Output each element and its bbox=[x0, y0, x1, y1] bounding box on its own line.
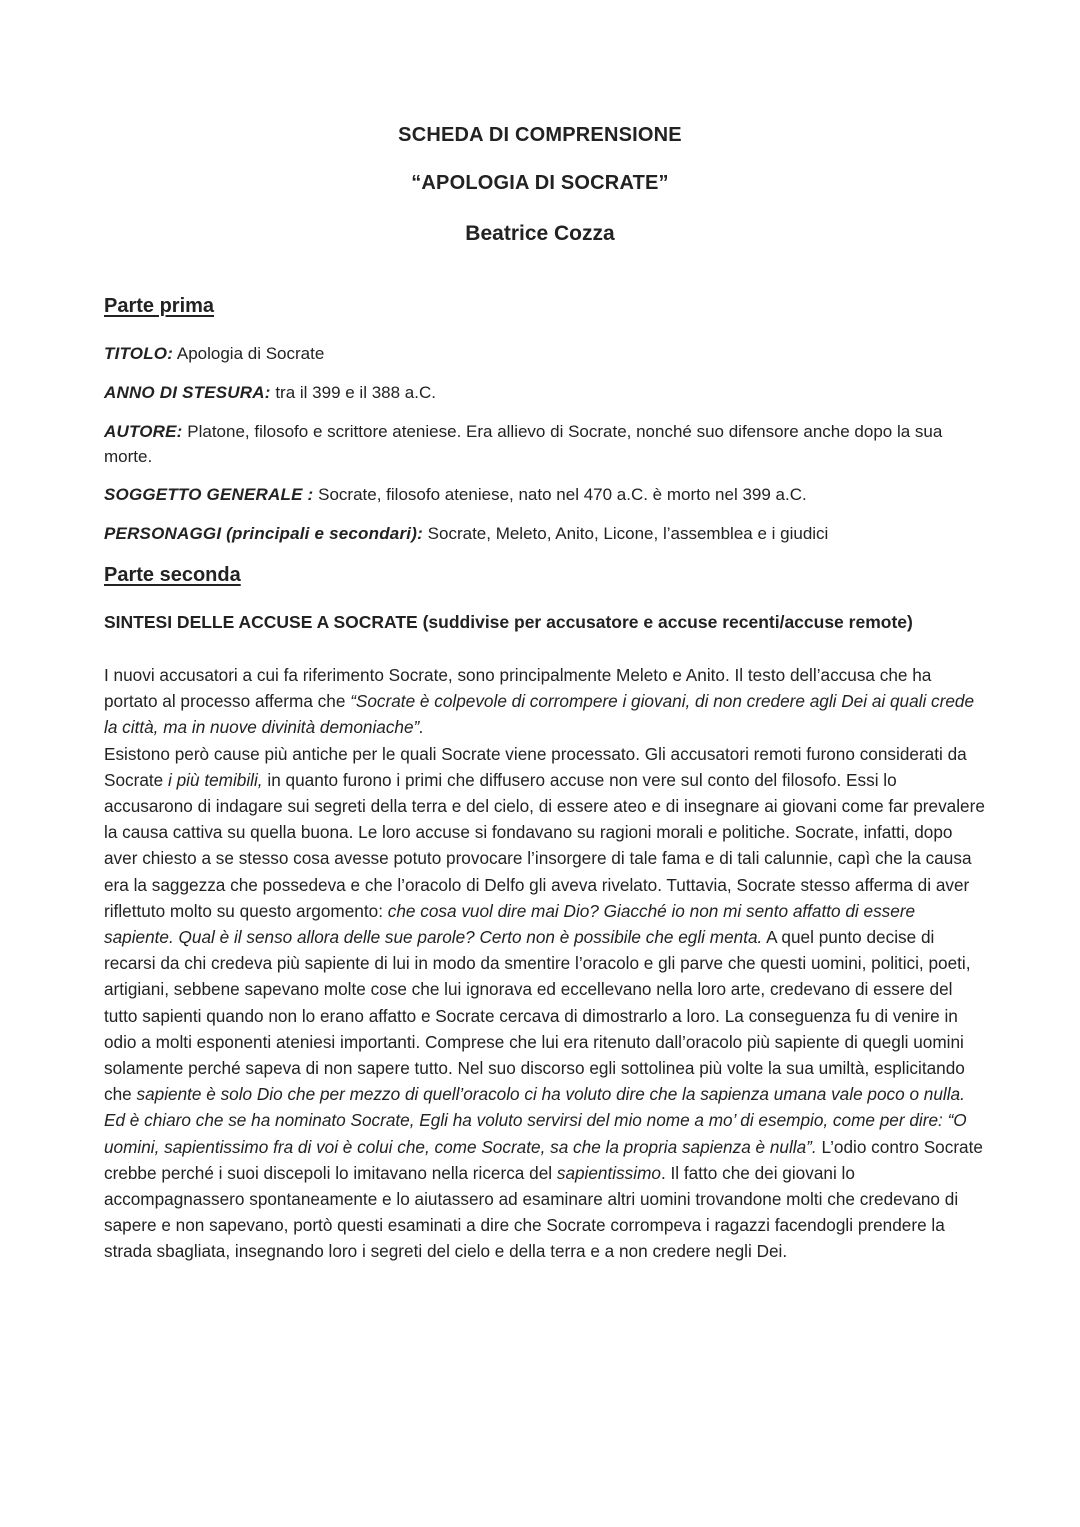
subheading-sintesi-paren: (suddivise per accusatore e accuse recenti/accuse remote) bbox=[417, 612, 913, 632]
author-name: Beatrice Cozza bbox=[465, 222, 615, 245]
field-anno bbox=[104, 380, 984, 405]
paragraph-2 bbox=[104, 741, 988, 1265]
field-soggetto-label: SOGGETTO GENERALE : bbox=[104, 485, 314, 504]
paragraph-2-text-e: A quel punto decise di recarsi da chi credeva più sapiente di lui in modo da smentire l’oracolo e gli parve che questi uomini, politici, poeti, artigiani, sebbene sapevano molte cose che lui ignorava ed eccellevano nella loro arte, credevano di essere del tutto sapienti quando non lo erano affatto e Socrate cercava di dimostrarlo a loro. La conseguenza fu di venire in odio a molti esponenti ateniesi importanti. Comprese che lui era ritenuto dall’oracolo più sapiente di quegli uomini solamente perché sapeva di non sapere tutto. Nel suo discorso egli sottolinea più volte la sua umiltà, esplicitando che bbox=[104, 927, 971, 1105]
paragraph-2-italic-f: sapiente è solo Dio che per mezzo di quell’oracolo ci ha voluto dire che la sapienza umana vale poco o nulla. Ed è chiaro che se ha nominato Socrate, Egli ha voluto servirsi del mio nome a mo’ di esempio, come per dire: “O uomini, sapientissimo fra di voi è colui che, come Socrate, sa che la propria sapienza è nulla”. bbox=[104, 1084, 967, 1157]
paragraph-1 bbox=[104, 662, 988, 741]
paragraph-2-italic-d: che cosa vuol dire mai Dio? Giacché io non mi sento affatto di essere sapiente. Qual è il senso allora delle sue parole? Certo non è possibile che egli menta. bbox=[104, 900, 916, 948]
section-heading-part-one: Parte prima bbox=[104, 295, 215, 317]
document-subtitle: “APOLOGIA DI SOCRATE” bbox=[411, 172, 669, 194]
field-soggetto-value: Socrate, filosofo ateniese, nato nel 470 a.C. è morto nel 399 a.C. bbox=[313, 485, 807, 504]
section-heading-part-two: Parte seconda bbox=[104, 564, 241, 586]
paragraph-2-text-g: L’odio contro Socrate crebbe perché i suoi discepoli lo imitavano nella ricerca del bbox=[104, 1136, 983, 1183]
paragraph-2-text-a: Esistono però cause più antiche per le quali Socrate viene processato. Gli accusatori remoti furono considerati da Socrate bbox=[104, 743, 967, 790]
paragraph-2-italic-b: i più temibili, bbox=[168, 769, 263, 790]
paragraph-2-text-i: . Il fatto che dei giovani lo accompagnassero spontaneamente e lo aiutassero ad esaminare altri uomini trovandone molti che credevano di sapere e non sapevano, portò questi esaminati a dire che Socrate corrompeva i ragazzi facendogli prendere la strada sbagliata, insegnando loro i segreti del cielo e della terra e a non credere negli Dei. bbox=[104, 1162, 959, 1262]
field-personaggi-label: PERSONAGGI (principali e secondari): bbox=[104, 524, 423, 543]
field-anno-label: ANNO DI STESURA: bbox=[104, 383, 271, 402]
paragraph-2-text-c: in quanto furono i primi che diffusero accuse non vere sul conto del filosofo. Essi lo accusarono di indagare sui segreti della terra e del cielo, di essere ateo e di insegnare ai giovani come far prevalere la causa cattiva su quella buona. Le loro accuse si fondavano su ragioni morali e politiche. Socrate, infatti, dopo aver chiesto a se stesso cosa avesse potuto provocare l’insorgere di tale fama e di tali calunnie, capì che la causa era la saggezza che possedeva e che l’oracolo di Delfo gli aveva rivelato. Tuttavia, Socrate stesso afferma di aver riflettuto molto su questo argomento: bbox=[104, 769, 985, 921]
field-personaggi-value: Socrate, Meleto, Anito, Licone, l’assemblea e i giudici bbox=[422, 524, 829, 543]
field-autore bbox=[104, 419, 984, 469]
paragraph-1-text: I nuovi accusatori a cui fa riferimento Socrate, sono principalmente Meleto e Anito. Il testo dell’accusa che ha portato al processo afferma che bbox=[104, 665, 932, 712]
subheading-sintesi-main: SINTESI DELLE ACCUSE A SOCRATE bbox=[104, 612, 418, 632]
paragraph-2-italic-h: sapientissimo bbox=[556, 1162, 661, 1183]
subheading-sintesi bbox=[104, 612, 1004, 633]
paragraph-1-quote: “Socrate è colpevole di corrompere i giovani, di non credere agli Dei ai quali crede la città, ma in nuove divinità demoniache”. bbox=[104, 691, 975, 738]
body-text bbox=[104, 662, 988, 1265]
field-personaggi bbox=[104, 521, 984, 546]
field-anno-value: tra il 399 e il 388 a.C. bbox=[270, 383, 436, 402]
document-title: SCHEDA DI COMPRENSIONE bbox=[398, 124, 682, 146]
field-autore-label: AUTORE: bbox=[104, 422, 183, 441]
field-titolo-value: Apologia di Socrate bbox=[173, 344, 325, 363]
field-soggetto bbox=[104, 482, 984, 507]
field-titolo-label: TITOLO: bbox=[104, 344, 174, 363]
field-autore-value: Platone, filosofo e scrittore ateniese. Era allievo di Socrate, nonché suo difensore anche dopo la sua morte. bbox=[104, 422, 943, 466]
field-titolo bbox=[104, 341, 984, 366]
